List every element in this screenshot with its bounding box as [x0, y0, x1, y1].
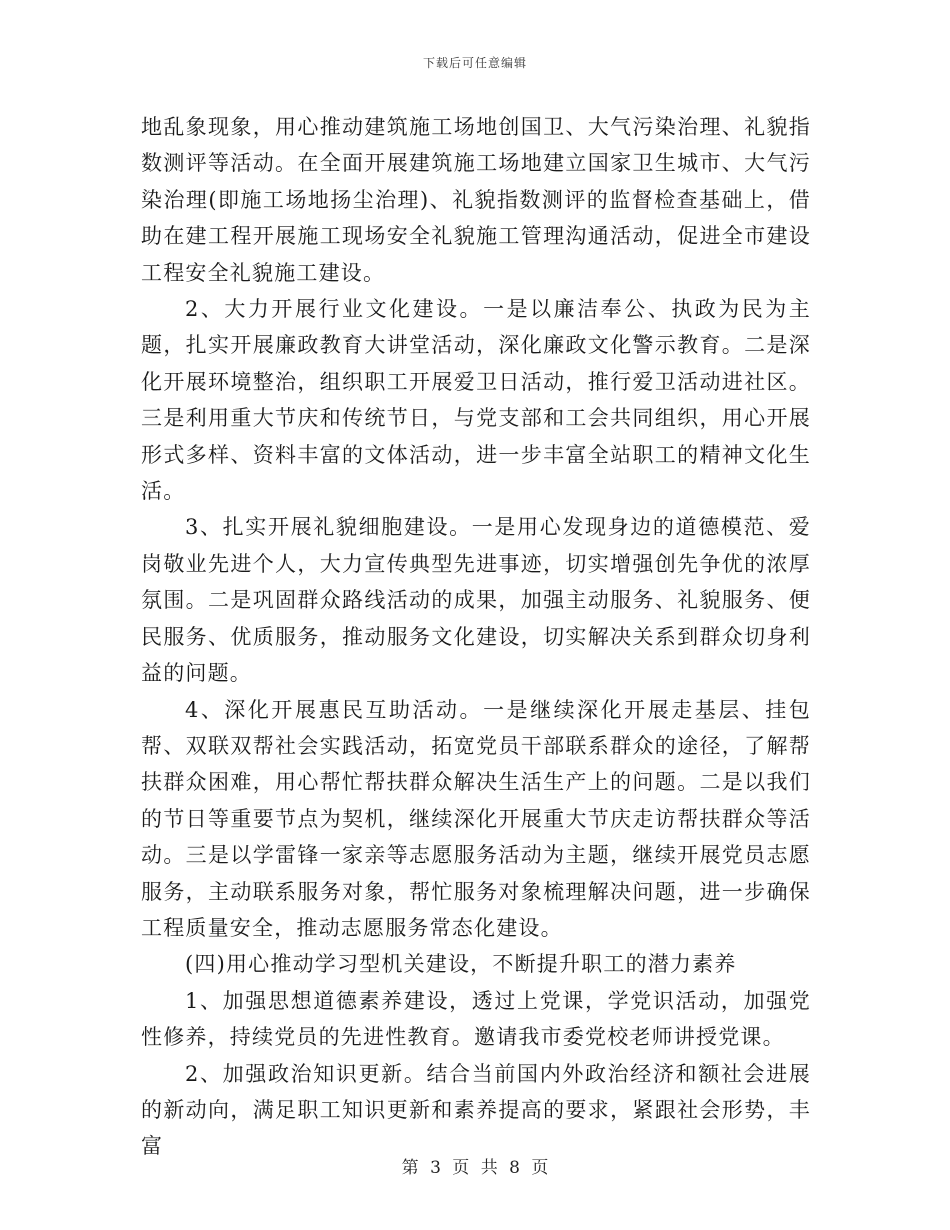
- body-paragraph-1: 地乱象现象，用心推动建筑施工场地创国卫、大气污染治理、礼貌指数测评等活动。在全面开展建筑施工场地建立国家卫生城市、大气污染治理(即施工场地扬尘治理)、礼貌指数测评的监督检查基础上，借助在建工程开展施工现场安全礼貌施工管理沟通活动，促进全市建设工程安全礼貌施工建设。: [141, 115, 811, 285]
- body-paragraph-3: 3、扎实开展礼貌细胞建设。一是用心发现身边的道德模范、爱岗敬业先进个人，大力宣传典型先进事迹，切实增强创先争优的浓厚氛围。二是巩固群众路线活动的成果，加强主动服务、礼貌服务、便民服务、优质服务，推动服务文化建设，切实解决关系到群众切身利益的问题。: [141, 515, 811, 686]
- page-footer: 第 3 页 共 8 页: [401, 1158, 549, 1178]
- section-heading: (四)用心推动学习型机关建设，不断提升职工的潜力素养: [185, 952, 737, 977]
- body-paragraph-2: 2、大力开展行业文化建设。一是以廉洁奉公、执政为民为主题，扎实开展廉政教育大讲堂活动，深化廉政文化警示教育。二是深化开展环境整治，组织职工开展爱卫日活动，推行爱卫活动进社区。三是利用重大节庆和传统节日，与党支部和工会共同组织，用心开展形式多样、资料丰富的文体活动，进一步丰富全站职工的精神文化生活。: [141, 297, 811, 504]
- body-paragraph-6: 2、加强政治知识更新。结合当前国内外政治经济和额社会进展的新动向，满足职工知识更新和素养提高的要求，紧跟社会形势，丰富: [141, 1061, 811, 1159]
- body-paragraph-4: 4、深化开展惠民互助活动。一是继续深化开展走基层、挂包帮、双联双帮社会实践活动，拓宽党员干部联系群众的途径，了解帮扶群众困难，用心帮忙帮扶群众解决生活生产上的问题。二是以我们的节日等重要节点为契机，继续深化开展重大节庆走访帮扶群众等活动。三是以学雷锋一家亲等志愿服务活动为主题，继续开展党员志愿服务，主动联系服务对象，帮忙服务对象梳理解决问题，进一步确保工程质量安全，推动志愿服务常态化建设。: [141, 697, 811, 940]
- body-paragraph-5: 1、加强思想道德素养建设，透过上党课，学党识活动，加强党性修养，持续党员的先进性教育。邀请我市委党校老师讲授党课。: [141, 988, 811, 1050]
- page-header: 下载后可任意编辑: [422, 56, 527, 70]
- document-body: [141, 109, 811, 1165]
